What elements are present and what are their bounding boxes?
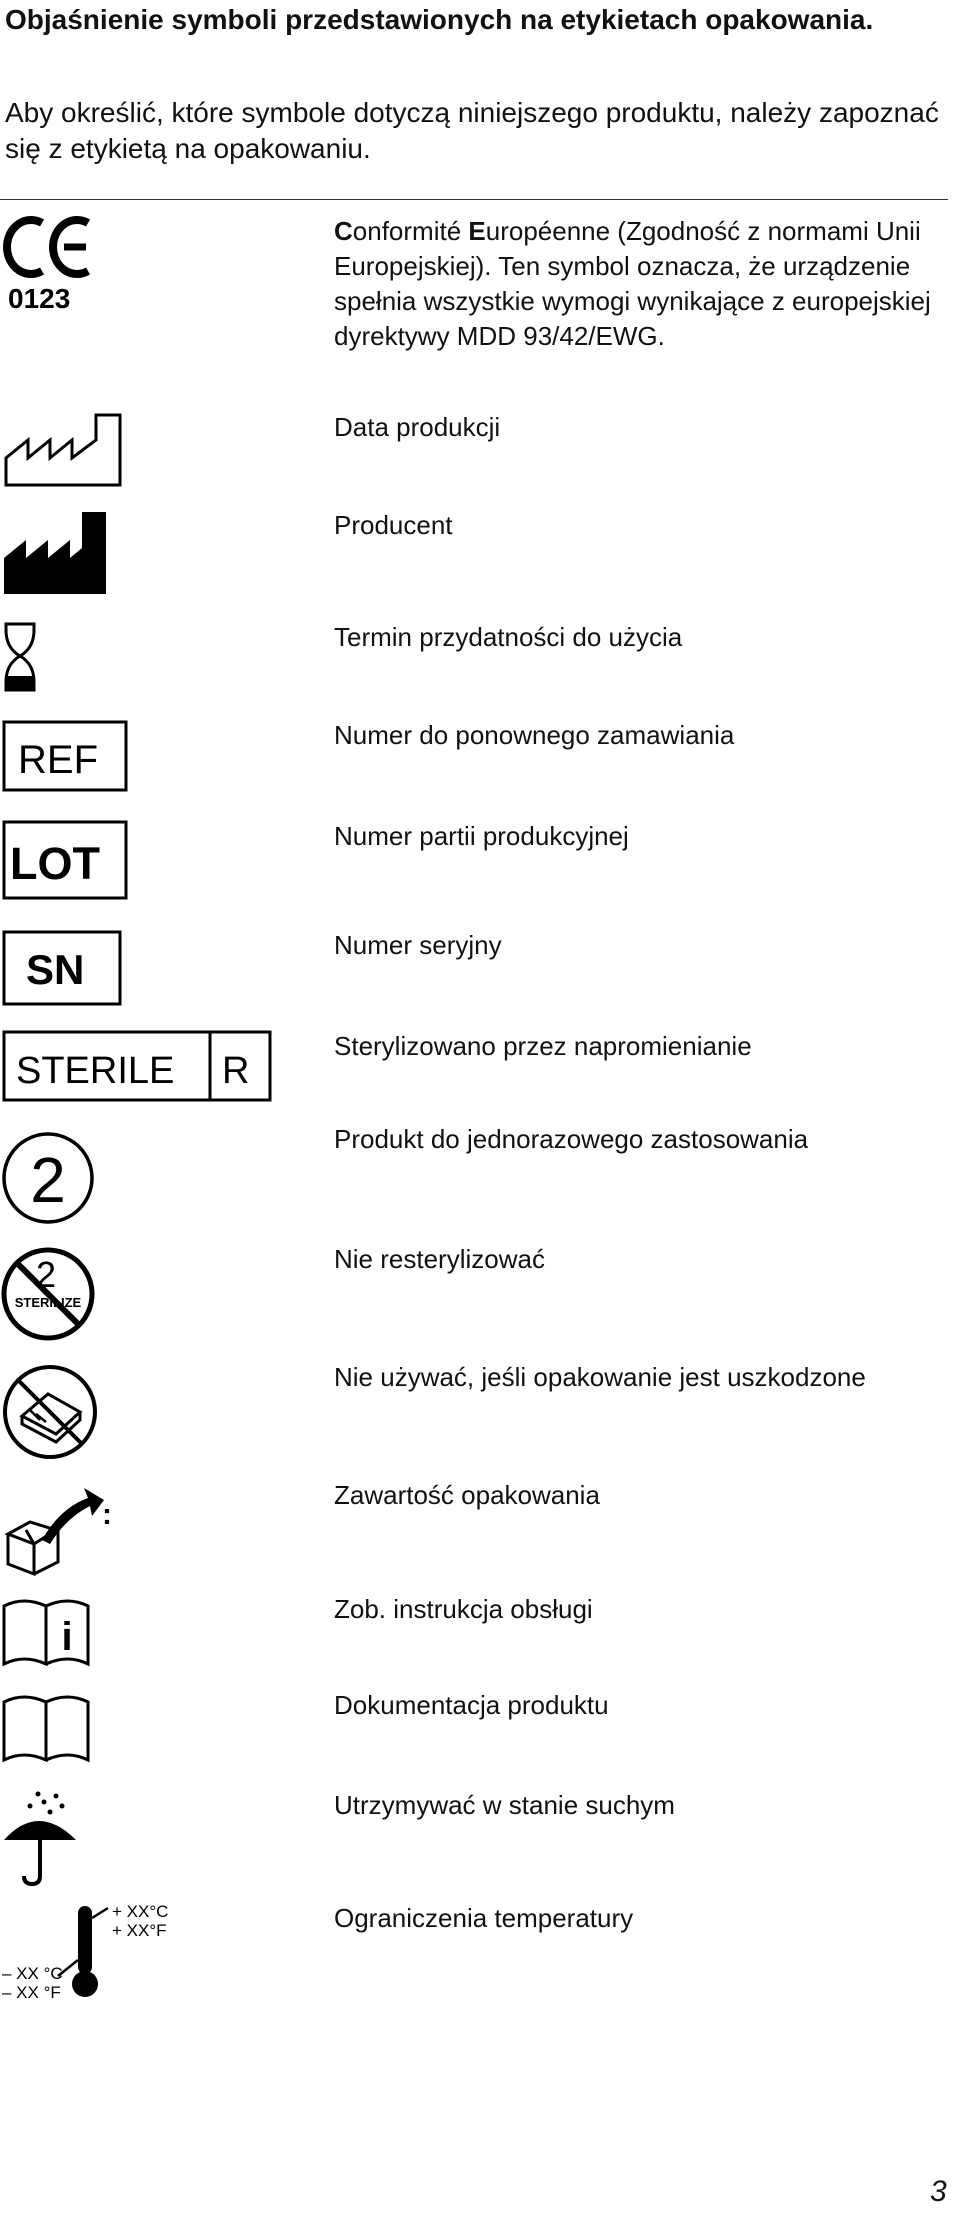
symbol-description: Numer seryjny bbox=[334, 930, 502, 960]
single-use-digit: 2 bbox=[30, 1144, 66, 1216]
keep-dry-umbrella-icon bbox=[0, 1788, 100, 1888]
ce-description bbox=[334, 214, 944, 354]
temp-lower-c: – XX °C bbox=[2, 1964, 63, 1983]
symbol-description: Dokumentacja produktu bbox=[334, 1690, 609, 1720]
ref-label: REF bbox=[18, 738, 98, 782]
do-not-resterilize-icon bbox=[0, 1242, 110, 1352]
sterile-r-icon bbox=[0, 1028, 280, 1108]
divider bbox=[0, 199, 948, 200]
ce-e-letter: E bbox=[468, 216, 486, 246]
manufacturer-icon bbox=[0, 508, 120, 598]
symbol-description: Ograniczenia temperatury bbox=[334, 1903, 634, 1933]
ce-mark-icon bbox=[0, 213, 110, 313]
temp-lower-f: – XX °F bbox=[2, 1983, 61, 2002]
resterilize-digit: 2 bbox=[35, 1254, 57, 1295]
use-by-hourglass-icon bbox=[0, 620, 60, 700]
sn-icon bbox=[0, 928, 130, 1008]
ce-text-2: uropéenne (Zgodność z normami Unii Europejskiej). Ten symbol oznacza, że urządzenie spełnia wszystkie wymogi wynikające z europejskiej dyrektywy MDD 93/42/EWG. bbox=[334, 216, 931, 351]
symbol-description: Utrzymywać w stanie suchym bbox=[334, 1790, 675, 1820]
symbol-description: Sterylizowano przez napromienianie bbox=[334, 1031, 752, 1061]
ref-icon bbox=[0, 718, 140, 798]
page-heading: Objaśnienie symboli przedstawionych na etykietach opakowania. bbox=[5, 4, 874, 35]
intro-text: Aby określić, które symbole dotyczą niniejszego produktu, należy zapoznać się z etykietą na opakowaniu. bbox=[5, 97, 939, 164]
sterile-label: STERILE bbox=[16, 1050, 175, 1092]
symbol-description: Data produkcji bbox=[334, 412, 501, 442]
symbol-description: Numer do ponownego zamawiania bbox=[334, 720, 735, 750]
ce-number: 0123 bbox=[8, 283, 71, 314]
single-use-icon bbox=[0, 1122, 110, 1232]
package-contents-icon bbox=[0, 1478, 130, 1578]
info-letter: i bbox=[61, 1615, 73, 1659]
temp-upper-c: + XX°C bbox=[112, 1902, 169, 1921]
resterilize-label: STERILIZE bbox=[14, 1295, 82, 1310]
temperature-limit-icon bbox=[0, 1900, 200, 2020]
symbol-description: Zob. instrukcja obsługi bbox=[334, 1594, 593, 1624]
lot-icon bbox=[0, 818, 140, 903]
ce-text-1: onformité bbox=[352, 216, 469, 246]
symbol-description: Numer partii produkcyjnej bbox=[334, 821, 629, 851]
symbol-description: Termin przydatności do użycia bbox=[334, 622, 683, 652]
product-documentation-icon bbox=[0, 1688, 100, 1768]
symbol-description: Nie resterylizować bbox=[334, 1244, 545, 1274]
symbol-description: Zawartość opakowania bbox=[334, 1480, 600, 1510]
package-contents-colon: : bbox=[102, 1498, 112, 1531]
symbol-description: Produkt do jednorazowego zastosowania bbox=[334, 1124, 809, 1154]
temp-upper-f: + XX°F bbox=[112, 1921, 167, 1940]
symbol-description: Producent bbox=[334, 510, 453, 540]
sn-label: SN bbox=[26, 946, 85, 993]
lot-label: LOT bbox=[10, 838, 100, 889]
date-of-manufacture-icon bbox=[0, 410, 130, 490]
page-number: 3 bbox=[930, 2175, 947, 2208]
sterile-method-label: R bbox=[222, 1050, 250, 1092]
symbol-description: Nie używać, jeśli opakowanie jest uszkodzone bbox=[334, 1362, 866, 1392]
ce-c-letter: C bbox=[334, 216, 353, 246]
damaged-package-icon bbox=[0, 1360, 110, 1470]
instructions-info-icon bbox=[0, 1592, 100, 1672]
